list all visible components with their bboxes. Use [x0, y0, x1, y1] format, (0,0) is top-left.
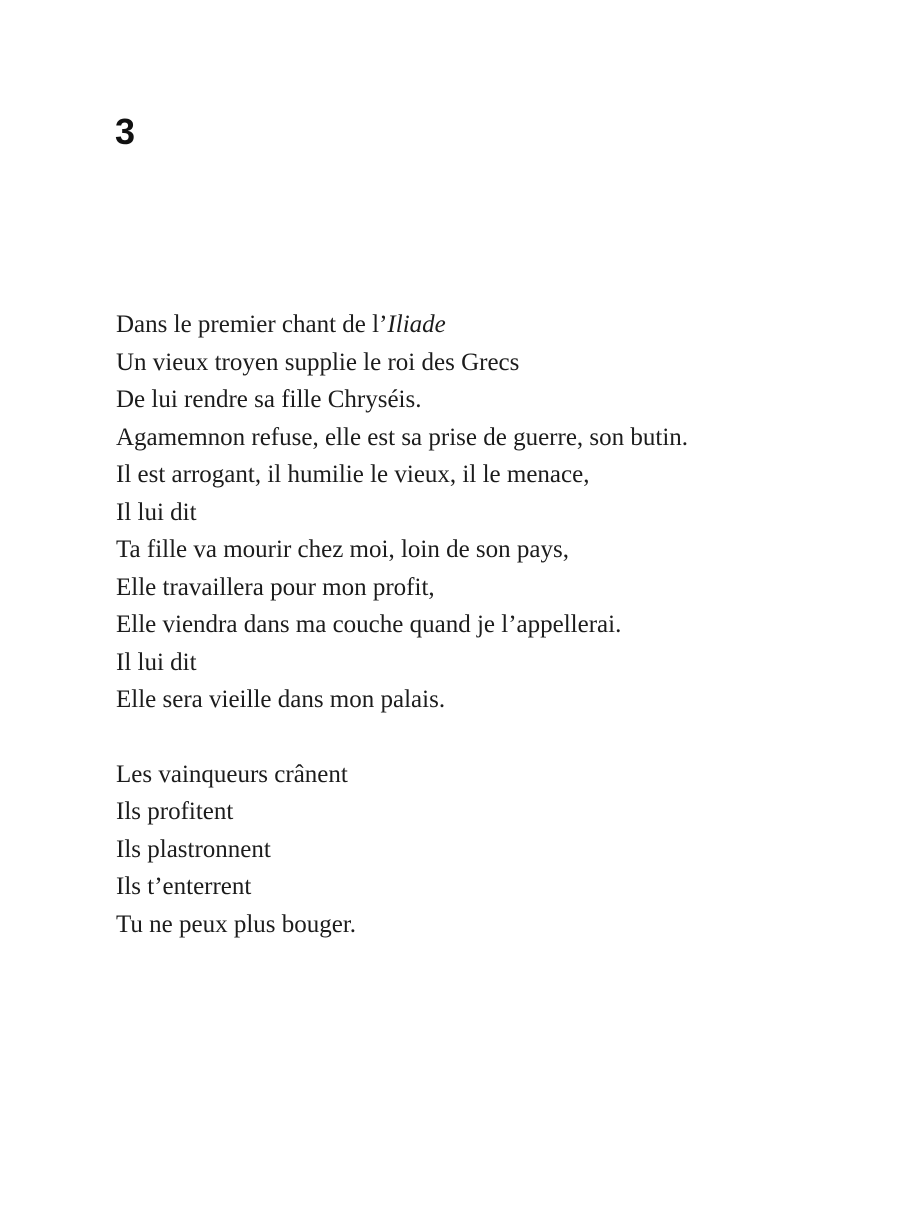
verse-line: [116, 306, 836, 344]
stanza-2: [116, 756, 836, 944]
verse-line: Il lui dit: [116, 498, 197, 526]
verse-line: Ils plastronnent: [116, 835, 271, 863]
verse-line: Elle viendra dans ma couche quand je l’appellerai.: [116, 611, 622, 638]
book-title-iliade: Iliade: [387, 311, 446, 338]
verse-line: Un vieux troyen supplie le roi des Grecs: [116, 348, 520, 376]
verse-line: Les vainqueurs crânent: [116, 760, 348, 788]
verse-line: Ils profitent: [116, 798, 234, 825]
verse-line: Ils t’enterrent: [116, 873, 252, 900]
verse-line: Elle travaillera pour mon profit,: [116, 573, 435, 601]
verse-line: Agamemnon refuse, elle est sa prise de guerre, son butin.: [116, 423, 689, 451]
verse-line: Tu ne peux plus bouger.: [116, 910, 357, 938]
verse-line: De lui rendre sa fille Chryséis.: [116, 386, 422, 413]
verse-line: Il est arrogant, il humilie le vieux, il le menace,: [116, 461, 590, 488]
verse-text: Dans le premier chant de l’: [116, 311, 388, 338]
verse-line: Il lui dit: [116, 648, 197, 676]
poem: [116, 306, 836, 943]
verse-line: Ta fille va mourir chez moi, loin de son pays,: [116, 536, 569, 563]
stanza-1: [116, 306, 836, 719]
chapter-number: 3: [115, 111, 136, 152]
verse-line: Elle sera vieille dans mon palais.: [116, 686, 446, 713]
